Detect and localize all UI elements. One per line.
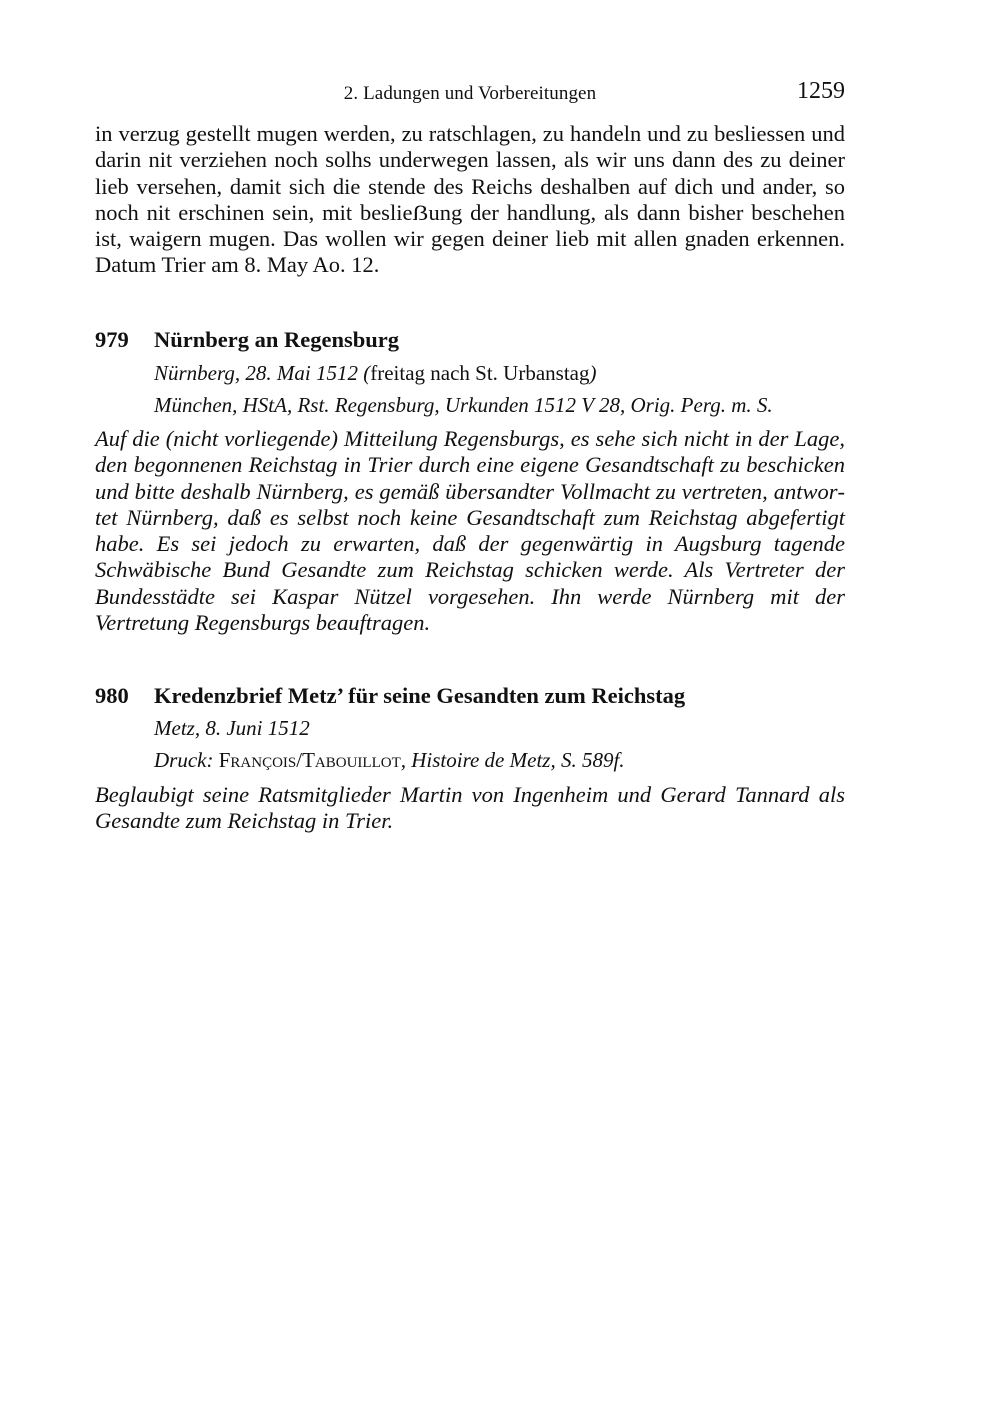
document-title: Kredenzbrief Metz’ für seine Gesandten zum Reichstag: [154, 683, 686, 708]
document-number: 980: [95, 683, 129, 708]
continuation-paragraph: in verzug gestellt mugen werden, zu ratschlagen, zu handeln und zu besliessen und darin nit verziehen noch solhs underwegen lassen, als wir uns dann des zu deiner lieb versehen, damit sich die stende des Reichs deshalben auf dich und ander, so noch nit erschinen sein, mit beslieẞung der handlung, als dann bisher beschehen ist, waigern mugen. Das wollen wir gegen deiner lieb mit allen gnaden erkennen. Datum Trier am 8. May Ao. 12.: [95, 121, 845, 278]
document-979-date: [154, 360, 854, 386]
date-place: Nürnberg, 28. Mai 1512 (: [154, 361, 371, 385]
date-feast: freitag nach St. Urbanstag: [370, 361, 590, 385]
document-979-summary: Auf die (nicht vorliegende) Mitteilung Regensburgs, es sehe sich nicht in der Lage, den begonnenen Reichstag in Trier durch eine eigene Gesandtschaft zu beschicken und bitte deshalb Nürnberg, es gemäß übersandter Vollmacht zu vertreten, antwortet Nürnberg, daß es selbst noch keine Gesandtschaft zum Reichstag abgefertigt habe. Es sei jedoch zu erwarten, daß der gegenwärtig in Augsburg tagende Schwäbische Bund Gesandte zum Reichstag schicken werde. Als Vertreter der Bundesstädte sei Kaspar Nützel vorgesehen. Ihn werde Nürnberg mit der Vertretung Regensburgs beauftragen.: [95, 426, 845, 636]
document-979-heading: [95, 326, 845, 354]
page-number: 1259: [797, 78, 845, 104]
source-title: , Histoire de Metz, S. 589f.: [400, 748, 625, 772]
document-980-heading: [95, 682, 845, 710]
document-980-source: [154, 747, 854, 773]
date-close: ): [589, 361, 597, 385]
document-979-source: München, HStA, Rst. Regensburg, Urkunden 1512 V 28, Orig. Perg. m. S.: [154, 393, 773, 417]
section-title: 2. Ladungen und Vorbereitungen: [343, 83, 597, 104]
source-label: Druck:: [154, 748, 214, 772]
document-number: 979: [95, 327, 129, 352]
document-title: Nürnberg an Regensburg: [154, 327, 400, 352]
document-980-summary: Beglaubigt seine Ratsmitglieder Martin von Ingenheim und Gerard Tannard als Gesandte zum Reichstag in Trier.: [95, 782, 845, 834]
source-authors: François/Tabouillot: [218, 748, 401, 772]
document-980-date: Metz, 8. Juni 1512: [154, 716, 310, 740]
running-head: [95, 78, 845, 108]
